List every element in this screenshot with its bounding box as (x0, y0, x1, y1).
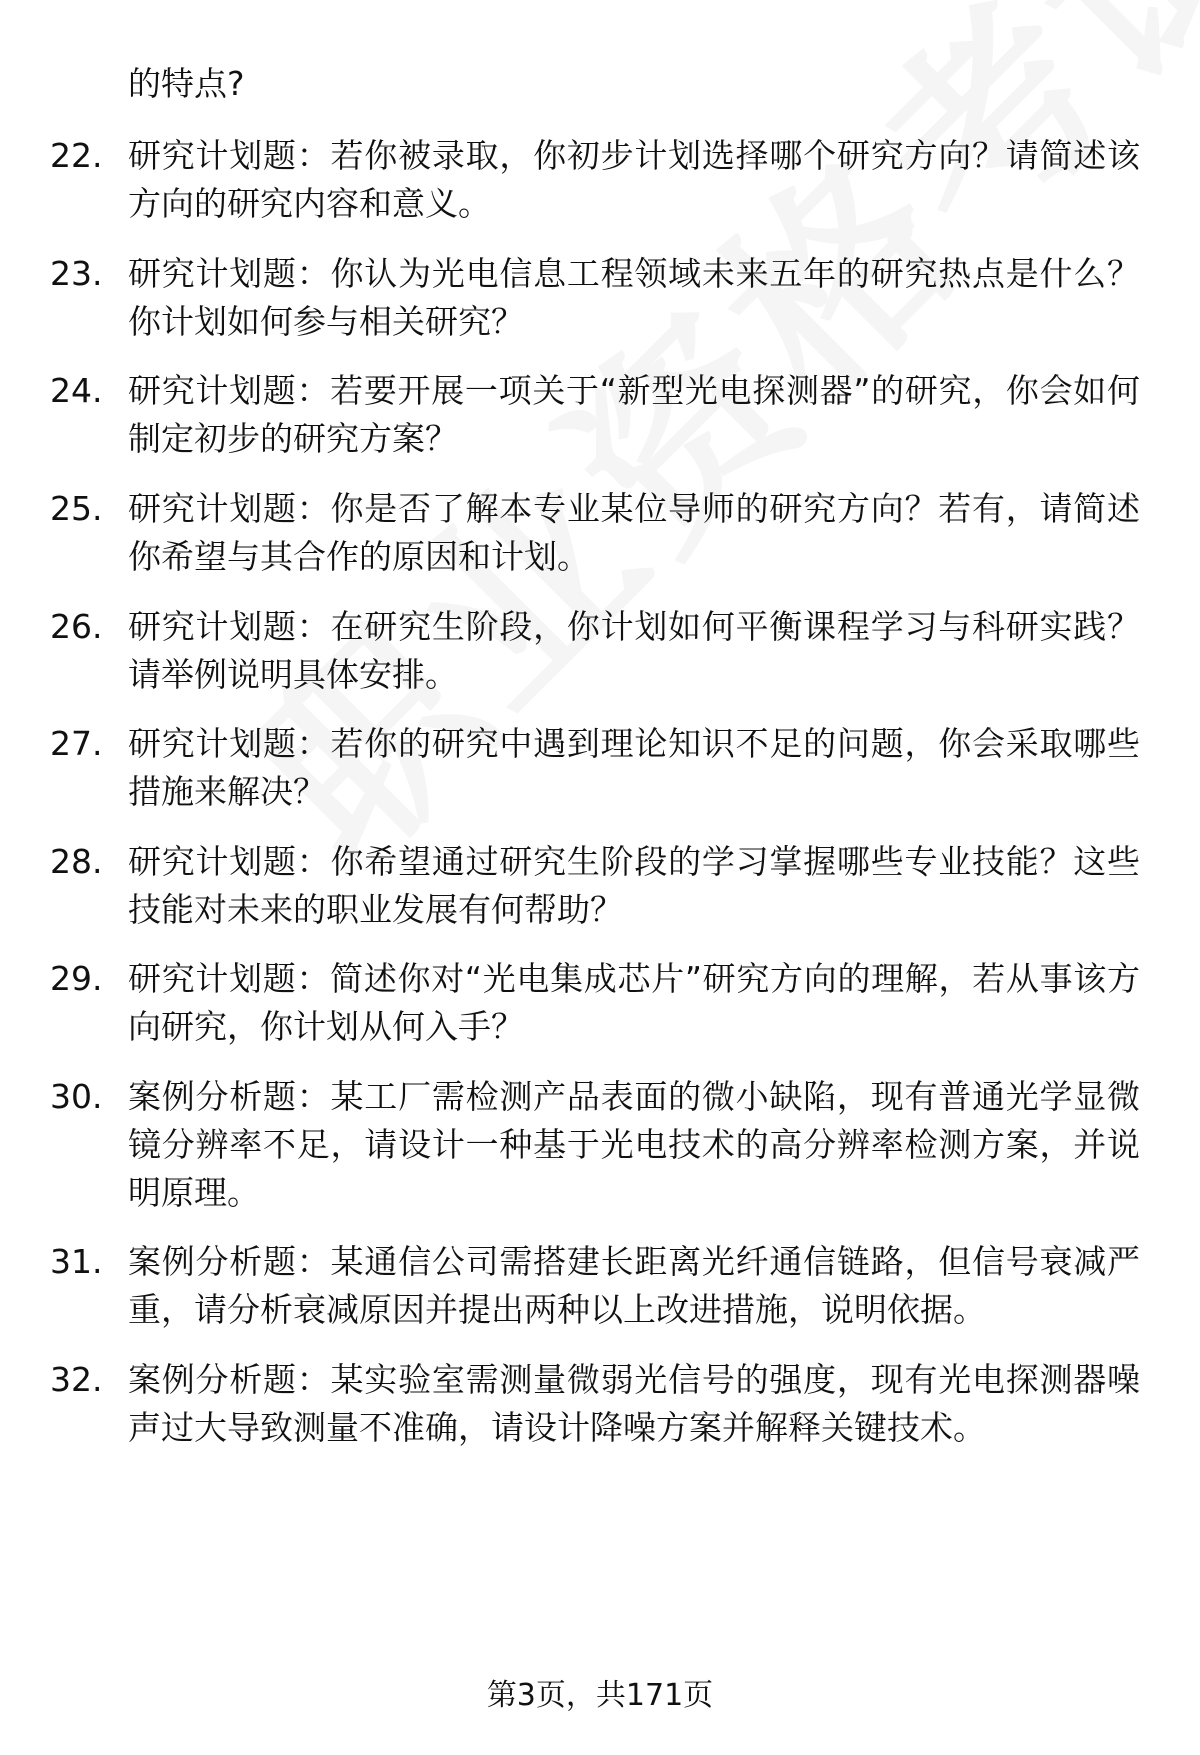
question-number: 29. (50, 959, 103, 998)
question-text: 研究计划题：你是否了解本专业某位导师的研究方向？若有，请简述你希望与其合作的原因和计划。 (128, 489, 1140, 576)
question-number: 31. (50, 1242, 103, 1281)
question-number: 32. (50, 1360, 103, 1399)
question-number: 30. (50, 1077, 103, 1116)
question-text: 研究计划题：若要开展一项关于“新型光电探测器”的研究，你会如何制定初步的研究方案？ (128, 371, 1140, 458)
question-text: 研究计划题：简述你对“光电集成芯片”研究方向的理解，若从事该方向研究，你计划从何入手？ (128, 959, 1140, 1046)
question-text: 研究计划题：你认为光电信息工程领域未来五年的研究热点是什么？你计划如何参与相关研究？ (128, 254, 1140, 341)
question-number: 22. (50, 136, 103, 175)
question-text: 研究计划题：你希望通过研究生阶段的学习掌握哪些专业技能？这些技能对未来的职业发展有何帮助？ (128, 842, 1140, 929)
question-text: 案例分析题：某工厂需检测产品表面的微小缺陷，现有普通光学显微镜分辨率不足，请设计一种基于光电技术的高分辨率检测方案，并说明原理。 (128, 1077, 1140, 1212)
continuation-text: 的特点? (128, 64, 245, 103)
page-number-footer: 第3页，共171页 (486, 1678, 714, 1713)
question-text: 研究计划题：若你的研究中遇到理论知识不足的问题，你会采取哪些措施来解决？ (128, 724, 1140, 811)
question-number: 27. (50, 724, 103, 763)
question-number: 26. (50, 607, 103, 646)
question-text: 研究计划题：在研究生阶段，你计划如何平衡课程学习与科研实践？请举例说明具体安排。 (128, 607, 1140, 694)
question-number: 23. (50, 254, 103, 293)
question-number: 24. (50, 371, 103, 410)
question-text: 案例分析题：某通信公司需搭建长距离光纤通信链路，但信号衰减严重，请分析衰减原因并提出两种以上改进措施，说明依据。 (128, 1242, 1140, 1329)
question-text: 案例分析题：某实验室需测量微弱光信号的强度，现有光电探测器噪声过大导致测量不准确，请设计降噪方案并解释关键技术。 (128, 1360, 1140, 1447)
question-number: 25. (50, 489, 103, 528)
question-number: 28. (50, 842, 103, 881)
question-text: 研究计划题：若你被录取，你初步计划选择哪个研究方向？请简述该方向的研究内容和意义。 (128, 136, 1140, 223)
